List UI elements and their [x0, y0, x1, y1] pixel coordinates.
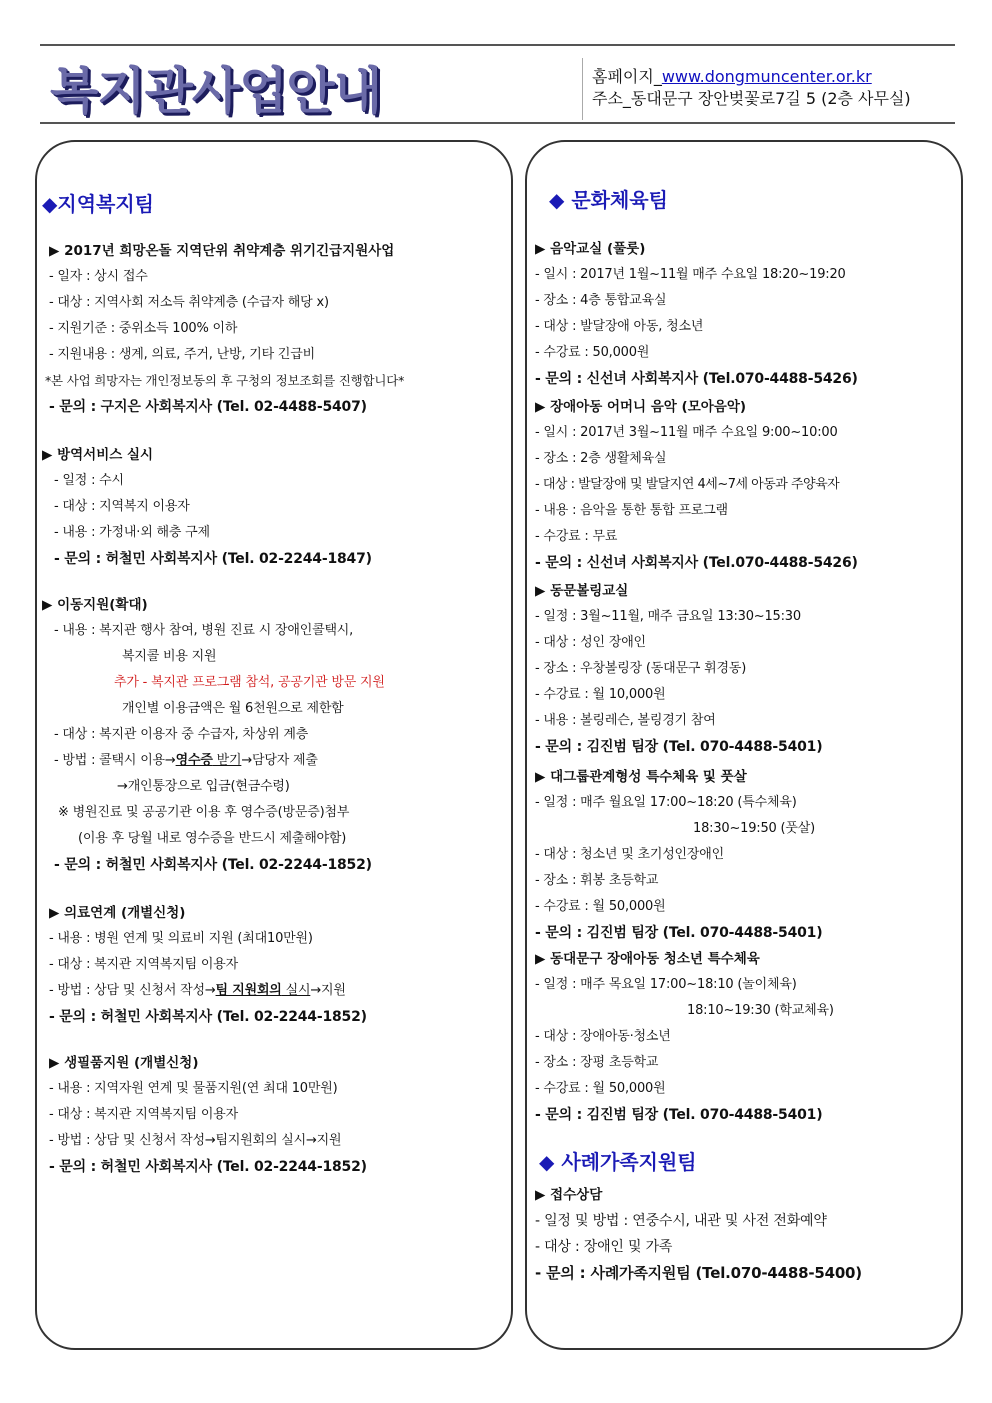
info-line: - 내용 : 지역자원 연계 및 물품지원(연 최대 10만원) — [49, 1081, 338, 1096]
team-title-community-welfare: ◆지역복지팀 — [42, 192, 154, 216]
info-line: - 일정 및 방법 : 연중수시, 내관 및 사전 전화예약 — [535, 1213, 827, 1229]
contact-line: - 문의 : 허철민 사회복지사 (Tel. 02-2244-1852) — [54, 857, 372, 873]
method-line — [42, 748, 385, 774]
header-bottom-rule — [40, 122, 955, 124]
header-top-rule — [40, 44, 955, 46]
section-daily-supplies — [49, 1050, 367, 1180]
info-line: - 내용 : 볼링레슨, 볼링경기 참여 — [535, 713, 716, 728]
info-line: - 수강료 : 월 50,000원 — [535, 1081, 666, 1096]
section-intake-counseling — [535, 1182, 862, 1286]
method-text: - 방법 : 상담 및 신청서 작성→ — [49, 983, 216, 998]
section-heading: ▶ 접수상담 — [535, 1187, 603, 1203]
section-youth-special-sports — [535, 946, 834, 1128]
info-line: 개인별 이용금액은 월 6천원으로 제한함 — [122, 701, 344, 716]
section-bowling-class — [535, 578, 822, 760]
info-line: - 수강료 : 무료 — [535, 529, 618, 544]
section-heading: ▶ 동문볼링교실 — [535, 583, 629, 599]
info-line: 복지콜 비용 지원 — [122, 649, 217, 664]
homepage-label: 홈페이지_ — [592, 67, 662, 86]
meeting-emphasis: 팀 지원회의 — [215, 983, 282, 998]
method-text: - 방법 : 콜택시 이용→ — [54, 753, 176, 768]
info-line: - 방법 : 상담 및 신청서 작성→팀지원회의 실시→지원 — [49, 1133, 342, 1148]
contact-line: - 문의 : 허철민 사회복지사 (Tel. 02-2244-1852) — [49, 1159, 367, 1175]
info-line: - 장소 : 우창볼링장 (동대문구 휘경동) — [535, 661, 747, 676]
team-title-culture-sports: ◆ 문화체육팀 — [549, 188, 668, 212]
section-heading: ▶ 이동지원(확대) — [42, 597, 148, 613]
info-line: - 일정 : 3월~11월, 매주 금요일 13:30~15:30 — [535, 609, 801, 624]
info-line: - 수강료 : 월 50,000원 — [535, 899, 666, 914]
info-line: - 대상 : 복지관 이용자 중 수급자, 차상위 계층 — [54, 727, 309, 742]
section-heading: ▶ 장애아동 어머니 음악 (모아음악) — [535, 399, 747, 415]
info-line: - 수강료 : 50,000원 — [535, 345, 650, 360]
section-medical-linkage — [49, 900, 367, 1030]
info-line: - 내용 : 음악을 통한 통합 프로그램 — [535, 503, 728, 518]
receipt-emphasis-suffix: 받기 — [212, 753, 242, 768]
info-line: - 대상 : 장애인 및 가족 — [535, 1239, 673, 1255]
info-line: - 내용 : 복지관 행사 참여, 병원 진료 시 장애인콜택시, — [54, 623, 354, 638]
info-line: - 일정 : 매주 월요일 17:00~18:20 (특수체육) — [535, 795, 797, 810]
section-emergency-support — [45, 238, 405, 420]
info-line: - 수강료 : 월 10,000원 — [535, 687, 666, 702]
method-text: →담당자 제출 — [241, 753, 318, 768]
info-line: - 대상 : 지역복지 이용자 — [54, 499, 190, 514]
info-line: - 대상 : 성인 장애인 — [535, 635, 646, 650]
info-line: - 일정 : 수시 — [54, 473, 124, 488]
notice-line: ※ 병원진료 및 공공기관 이용 후 영수증(방문증)첨부 — [58, 805, 350, 820]
info-line: - 장소 : 휘봉 초등학교 — [535, 873, 659, 888]
section-heading: ▶ 대그룹관계형성 특수체육 및 풋살 — [535, 769, 747, 785]
header-divider — [582, 58, 583, 120]
info-line: - 장소 : 4층 통합교육실 — [535, 293, 667, 308]
meeting-emphasis-suffix: 실시 — [281, 983, 311, 998]
info-line: - 일자 : 상시 접수 — [49, 269, 148, 284]
info-line: - 장소 : 장평 초등학교 — [535, 1055, 659, 1070]
contact-line: - 문의 : 김진범 팀장 (Tel. 070-4488-5401) — [535, 925, 823, 941]
info-line: - 일정 : 매주 목요일 17:00~18:10 (놀이체육) — [535, 977, 797, 992]
contact-line: - 문의 : 사례가족지원팀 (Tel.070-4488-5400) — [535, 1264, 862, 1282]
info-line: - 내용 : 가정내·외 해충 구제 — [54, 525, 210, 540]
info-line: - 대상 : 복지관 지역복지팀 이용자 — [49, 957, 238, 972]
community-welfare-panel — [35, 140, 513, 1350]
info-line: - 장소 : 2층 생활체육실 — [535, 451, 667, 466]
section-music-class — [535, 236, 858, 392]
info-line: →개인통장으로 입금(현금수령) — [117, 779, 290, 794]
section-moa-music — [535, 394, 858, 576]
contact-line: - 문의 : 김진범 팀장 (Tel. 070-4488-5401) — [535, 1107, 823, 1123]
section-heading: ▶ 방역서비스 실시 — [42, 447, 154, 463]
contact-line: - 문의 : 신선녀 사회복지사 (Tel.070-4488-5426) — [535, 555, 858, 571]
section-heading: ▶ 생필품지원 (개별신청) — [49, 1055, 199, 1071]
culture-sports-panel — [525, 140, 963, 1350]
info-line: - 지원내용 : 생계, 의료, 주거, 난방, 기타 긴급비 — [49, 347, 315, 362]
address-line: 주소_동대문구 장안벚꽃로7길 5 (2층 사무실) — [592, 89, 911, 108]
section-mobility-support — [42, 592, 385, 878]
info-line: - 일시 : 2017년 3월~11월 매주 수요일 9:00~10:00 — [535, 425, 838, 440]
info-line: 18:30~19:50 (풋살) — [693, 821, 816, 836]
info-line: - 대상 : 청소년 및 초기성인장애인 — [535, 847, 724, 862]
method-text: →지원 — [310, 983, 346, 998]
info-line: 18:10~19:30 (학교체육) — [687, 1003, 834, 1018]
info-line: - 대상 : 발달장애 및 발달지연 4세~7세 아동과 주양육자 — [535, 477, 840, 492]
team-title-case-family-support: ◆ 사례가족지원팀 — [539, 1150, 697, 1174]
homepage-link[interactable]: www.dongmuncenter.or.kr — [661, 67, 872, 86]
contact-line: - 문의 : 구지은 사회복지사 (Tel. 02-4488-5407) — [49, 399, 367, 415]
contact-line: - 문의 : 김진범 팀장 (Tel. 070-4488-5401) — [535, 739, 823, 755]
info-line: - 대상 : 지역사회 저소득 취약계층 (수급자 해당 x) — [49, 295, 329, 310]
info-line: - 내용 : 병원 연계 및 의료비 지원 (최대10만원) — [49, 931, 313, 946]
notice-line: *본 사업 희망자는 개인정보동의 후 구청의 정보조회를 진행합니다* — [45, 373, 405, 388]
section-pest-control — [42, 442, 372, 572]
section-heading: ▶ 음악교실 (풀룻) — [535, 241, 646, 257]
info-line: - 대상 : 발달장애 아동, 청소년 — [535, 319, 704, 334]
info-line: - 대상 : 장애아동·청소년 — [535, 1029, 671, 1044]
info-line: - 대상 : 복지관 지역복지팀 이용자 — [49, 1107, 238, 1122]
contact-line: - 문의 : 허철민 사회복지사 (Tel. 02-2244-1852) — [49, 1009, 367, 1025]
receipt-emphasis: 영수증 — [175, 753, 213, 768]
info-line: - 일시 : 2017년 1월~11월 매주 수요일 18:20~19:20 — [535, 267, 846, 282]
homepage-line — [592, 64, 872, 87]
added-info-line: 추가 - 복지관 프로그램 참석, 공공기관 방문 지원 — [114, 675, 385, 690]
notice-line: (이용 후 당월 내로 영수증을 반드시 제출해야함) — [78, 831, 347, 846]
section-heading: ▶ 의료연계 (개별신청) — [49, 905, 186, 921]
contact-line: - 문의 : 허철민 사회복지사 (Tel. 02-2244-1847) — [54, 551, 372, 567]
section-group-sports-futsal — [535, 764, 822, 946]
page-title: 복지관사업안내 — [50, 62, 382, 120]
section-heading: ▶ 동대문구 장애아동 청소년 특수체육 — [535, 951, 760, 967]
method-line — [49, 978, 367, 1004]
info-line: - 지원기준 : 중위소득 100% 이하 — [49, 321, 238, 336]
contact-line: - 문의 : 신선녀 사회복지사 (Tel.070-4488-5426) — [535, 371, 858, 387]
section-heading: ▶ 2017년 희망온돌 지역단위 취약계층 위기긴급지원사업 — [49, 243, 395, 259]
